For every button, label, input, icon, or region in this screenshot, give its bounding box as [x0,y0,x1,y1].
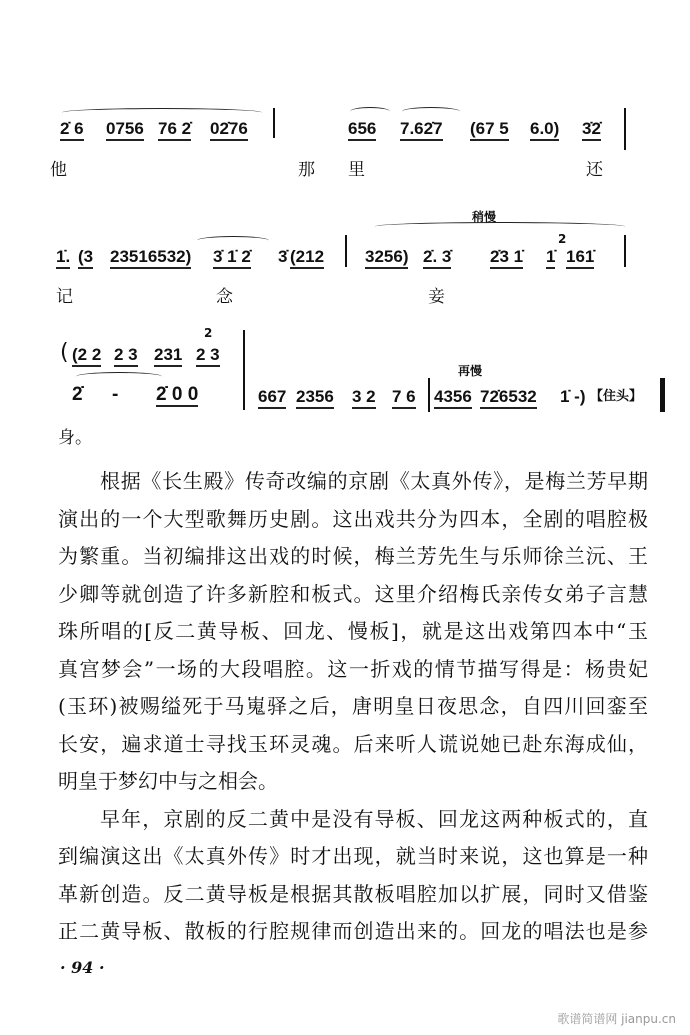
barline [243,330,245,410]
note-group: 23516532) [110,248,191,269]
note-group: 3 2 [352,388,376,409]
barline [273,108,275,138]
text-line: 早年，京剧的反二黄中是没有导板、回龙这两种板式的，直 [100,807,648,831]
text-line: 为繁重。当初编排这出戏的时候，梅兰芳先生与乐师徐兰沅、王 [58,544,648,568]
note-group: 72̇6532 [480,388,537,409]
text-line: 革新创造。反二黄导板是根据其散板唱腔加以扩展，同时又借鉴 [58,882,648,906]
note-group: 3̇ [278,247,288,266]
text-line: 少卿等就创造了许多新腔和板式。这里介绍梅氏亲传女弟子言慧 [58,582,648,606]
note-group: (212 [290,248,324,269]
section-mark: 【住头】 [590,389,643,404]
lyric: 记 [56,287,73,307]
barline [624,235,626,267]
lyric: 那 [298,160,315,180]
note-group: 3̇2̇ [582,120,601,141]
note-group: 7.62̇7 [400,120,443,141]
lyric: 里 [348,160,365,180]
note-group: 6.0) [530,120,559,141]
note-group: 1̇ [546,248,555,269]
text-line: 到编演这出《太真外传》时才出现，就当时来说，这也算是一种 [58,844,648,868]
text-line: (玉环)被赐缢死于马嵬驿之后，唐明皇日夜思念，自四川回銮至 [58,694,648,718]
text-line: 演出的一个大型歌舞历史剧。这出戏共分为四本，全剧的唱腔极 [58,507,648,531]
slur [197,236,269,245]
note-group: 3256) [365,248,408,269]
slur [402,107,460,116]
note: - [112,384,119,405]
tempo-mark: 稍慢 [472,210,497,224]
lyric: 身。 [58,428,92,448]
text-line: 根据《长生殿》传奇改编的京剧《太真外传》，是梅兰芳早期 [100,469,648,493]
page-number: · 94 · [60,958,105,977]
note-group: 3̇ 1̇ 2̇ [213,248,251,269]
paren: ( [60,340,69,365]
text-line: 真宫梦会”一场的大段唱腔。这一折戏的情节描写得是：杨贵妃 [58,657,648,681]
note-group: 2̇3 1̇ [490,248,523,269]
note-group: 1̇ -) [560,387,586,406]
note-group: 2 3 [196,346,220,367]
grace-note: 2 [204,326,213,340]
watermark: 歌谱简谱网 jianpu.cn [557,1012,676,1026]
slur [62,108,262,117]
note-group: 2356 [296,388,334,409]
note-group: 1̇. [56,248,70,269]
lyric: 妾 [428,287,445,307]
tempo-mark: 再慢 [458,364,483,378]
note-group: 0756 [106,120,144,141]
note-group: (67 5 [470,120,509,141]
lyric: 还 [586,160,603,180]
note-group: 02̇76 [210,120,248,141]
barline [624,108,626,150]
lyric: 念 [216,287,233,307]
slur [76,372,162,381]
note-group: 667 [258,388,286,409]
barline [428,378,430,412]
note-group: 231 [154,346,182,367]
note-group: 2̇ 6 [60,120,84,141]
note-group: 7 6 [392,388,416,409]
note-group: 656 [348,120,376,141]
text-line: 长安，遍求道士寻找玉环灵魂。后来听人谎说她已赴东海成仙， [58,732,648,756]
note-group: (2 2 [72,346,101,367]
text-line: 明皇于梦幻中与之相会。 [58,769,278,793]
note-group: 2̇. 3̇ [423,248,451,269]
note-group: 76 2̇ [158,120,191,141]
final-barline [660,378,665,412]
text-line: 珠所唱的[反二黄导板、回龙、慢板]，就是这出戏第四本中“玉 [58,619,648,643]
note-group: 4356 [434,388,472,409]
barline [345,235,347,267]
note-group: 161̇ [566,248,594,269]
grace-note: 2 [558,232,567,246]
note: 2̇ [72,384,83,405]
text-line: 正二黄导板、散板的行腔规律而创造出来的。回龙的唱法也是参 [58,919,648,943]
slur [350,107,390,116]
lyric: 他 [50,160,67,180]
note-group: 2 3 [114,346,138,367]
note-group: (3 [78,248,93,269]
note-group: 2̇ 0 0 [156,384,199,405]
slur [375,222,625,231]
